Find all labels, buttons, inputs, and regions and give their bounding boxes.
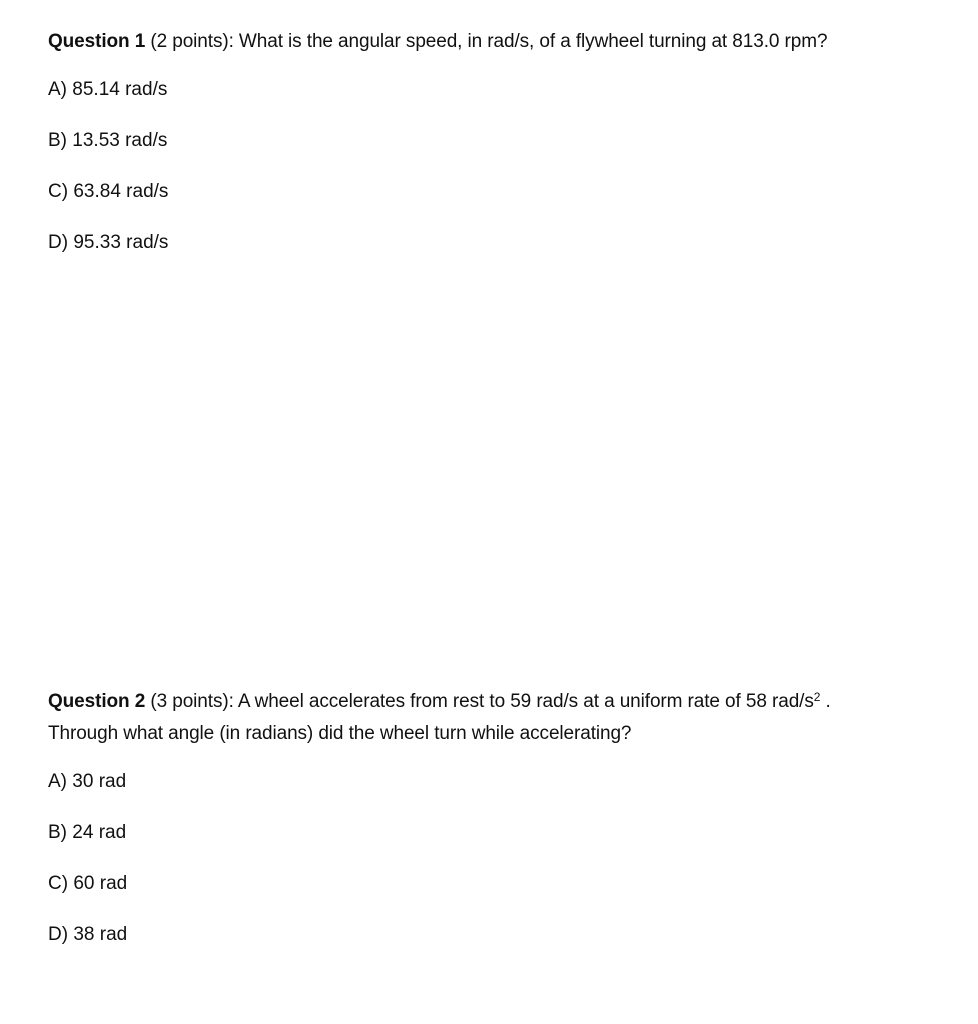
option-text: 30 rad [72,771,127,792]
question-prompt: : A wheel accelerates from rest to 59 rad/s at a uniform rate of 58 rad/s [228,691,814,712]
option-letter: C) [48,181,69,202]
question-prompt: : What is the angular speed, in rad/s, of a flywheel turning at 813.0 rpm? [228,31,828,52]
option-text: 85.14 rad/s [72,79,168,100]
option-text: 95.33 rad/s [73,232,169,253]
option-text: 63.84 rad/s [73,181,169,202]
option-text: 24 rad [72,822,127,843]
option-letter: B) [48,130,67,151]
option-b [48,821,948,845]
option-letter: A) [48,79,67,100]
option-text: 60 rad [73,873,128,894]
option-b [48,129,948,153]
superscript: 2 [813,690,821,704]
question-points: (3 points) [150,691,229,712]
question-label: Question 2 [48,691,146,712]
question-1-options [48,78,948,255]
question-2-options [48,770,948,947]
option-c [48,180,948,204]
question-label: Question 1 [48,31,146,52]
option-letter: B) [48,822,67,843]
question-prompt-end: . [820,691,831,712]
option-a [48,770,948,794]
option-letter: D) [48,924,69,945]
option-letter: D) [48,232,69,253]
option-a [48,78,948,102]
option-c [48,872,948,896]
option-d [48,923,948,947]
option-d [48,231,948,255]
option-letter: C) [48,873,69,894]
question-1-stem [48,26,948,58]
question-points: (2 points) [150,31,229,52]
option-text: 13.53 rad/s [72,130,168,151]
option-text: 38 rad [73,924,128,945]
question-2-stem [48,686,948,750]
option-letter: A) [48,771,67,792]
question-prompt-line-2: Through what angle (in radians) did the wheel turn while accelerating? [48,723,632,744]
question-2 [48,686,948,974]
question-1 [48,26,948,282]
